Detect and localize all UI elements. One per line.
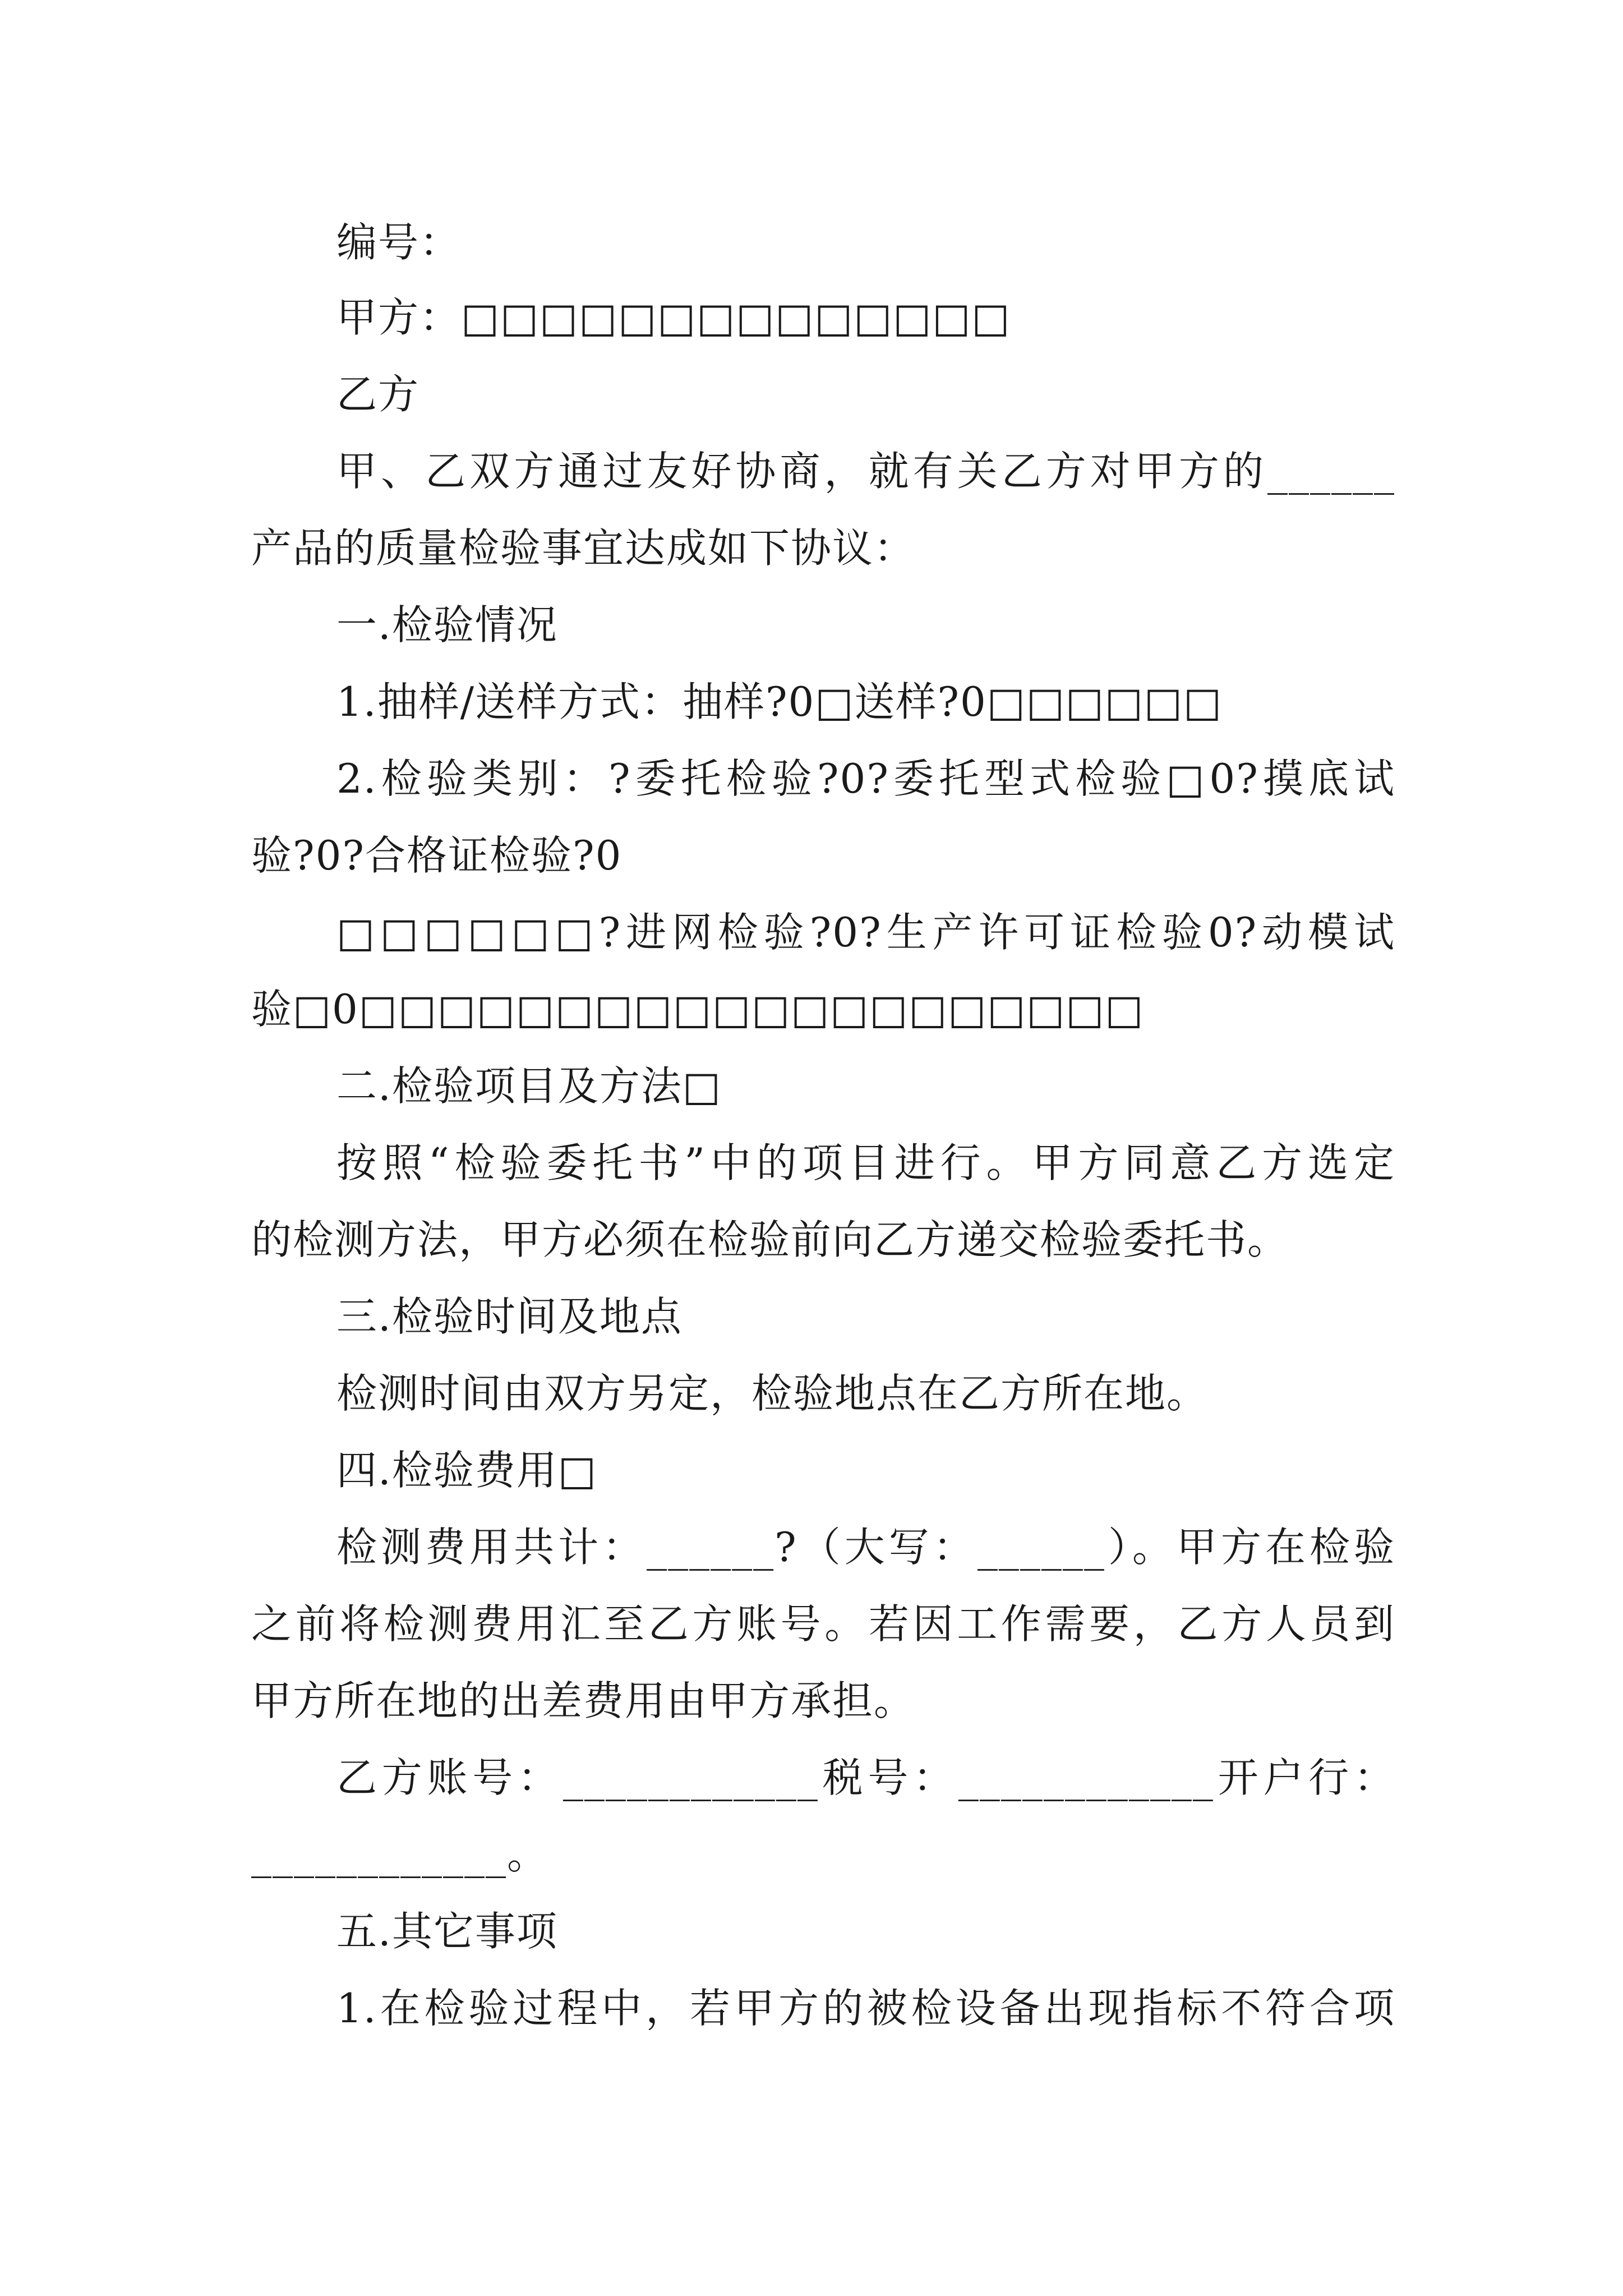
- intro-paragraph-line-1: 甲、乙双方通过友好协商，就有关乙方对甲方的______: [336, 448, 1395, 495]
- document-number-label: 编号：: [336, 219, 462, 266]
- section-5-item-1: 1.在检验过程中，若甲方的被检设备出现指标不符合项: [336, 1985, 1395, 2032]
- inspection-category-line-2: 验?0?合格证检验?0: [251, 832, 623, 879]
- section-5-heading: 五.其它事项: [336, 1908, 558, 1955]
- party-a-line: 甲方：□□□□□□□□□□□□□□: [336, 294, 1011, 341]
- section-4-paragraph-line-1: 检测费用共计：______?（大写：______）。甲方在检验: [336, 1524, 1395, 1571]
- sampling-method-line: 1.抽样/送样方式：抽样?0□送样?0□□□□□□: [336, 678, 1223, 725]
- bank-account-line-2: ____________。: [251, 1831, 548, 1878]
- section-3-heading: 三.检验时间及地点: [336, 1293, 683, 1340]
- section-3-paragraph: 检测时间由双方另定，检验地点在乙方所在地。: [336, 1370, 1209, 1417]
- bank-account-line-1: 乙方账号：____________税号：____________开户行：: [336, 1754, 1395, 1801]
- section-4-heading: 四.检验费用□: [336, 1447, 597, 1494]
- section-2-paragraph-line-2: 的检测方法，甲方必须在检验前向乙方递交检验委托书。: [251, 1216, 1289, 1263]
- section-4-paragraph-line-2: 之前将检测费用汇至乙方账号。若因工作需要，乙方人员到: [251, 1600, 1395, 1648]
- section-4-paragraph-line-3: 甲方所在地的出差费用由甲方承担。: [251, 1677, 916, 1724]
- section-2-paragraph-line-1: 按照“检验委托书”中的项目进行。甲方同意乙方选定: [336, 1139, 1395, 1186]
- section-2-heading: 二.检验项目及方法□: [336, 1062, 722, 1110]
- intro-paragraph-line-2: 产品的质量检验事宜达成如下协议：: [251, 524, 916, 572]
- section-1-heading: 一.检验情况: [336, 601, 558, 648]
- inspection-category-line-4: 验□0□□□□□□□□□□□□□□□□□□□□: [251, 986, 1145, 1033]
- party-b-line: 乙方: [336, 371, 420, 418]
- inspection-category-line-1: 2.检验类别：?委托检验?0?委托型式检验□0?摸底试: [336, 755, 1395, 802]
- inspection-category-line-3: □□□□□□?进网检验?0?生产许可证检验0?动模试: [336, 909, 1395, 956]
